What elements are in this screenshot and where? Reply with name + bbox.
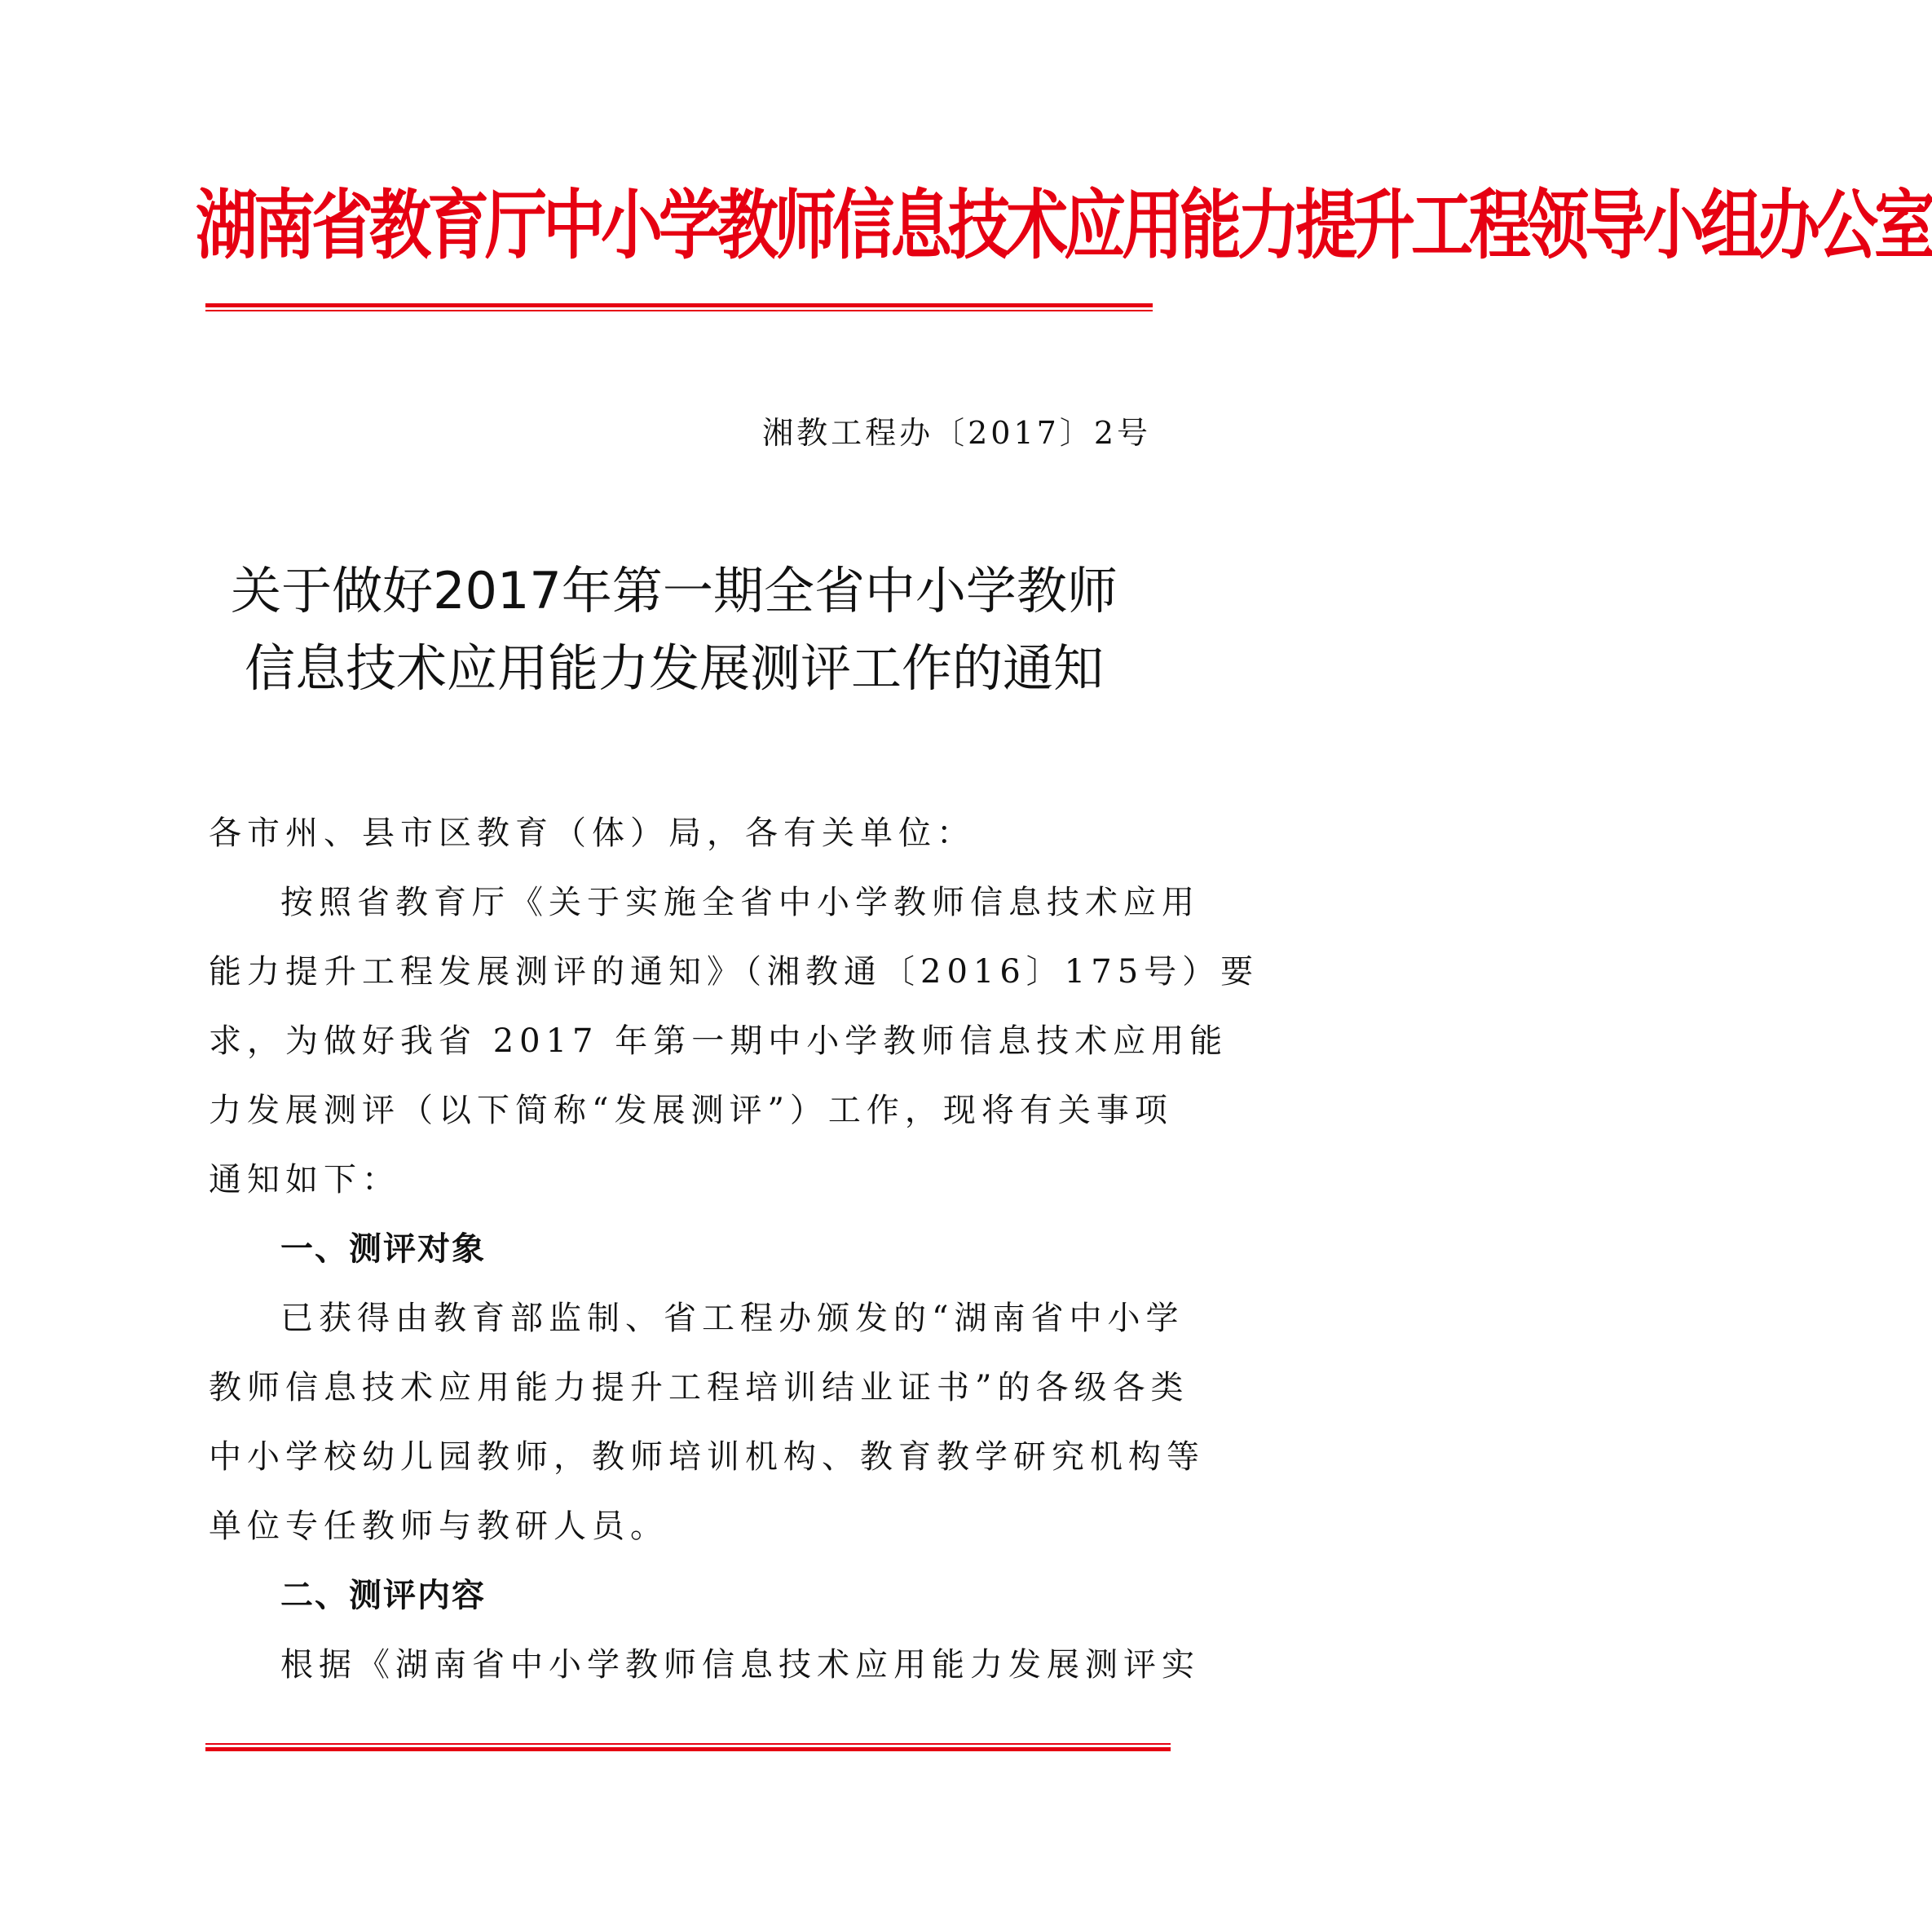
section-heading-1: 一、测评对象: [280, 1230, 486, 1268]
intro-line-3: 求，为做好我省 2017 年第一期中小学教师信息技术应用能: [209, 1022, 1228, 1060]
section-heading-2: 二、测评内容: [280, 1577, 486, 1614]
section1-line-2: 教师信息技术应用能力提升工程培训结业证书”的各级各类: [209, 1369, 1189, 1406]
header-rule-thick: [205, 303, 1153, 307]
document-title-line-1: 关于做好2017年第一期全省中小学教师: [231, 561, 1118, 620]
intro-line-2: 能力提升工程发展测评的通知》（湘教通〔2016〕175号）要: [209, 953, 1259, 991]
issuing-office-header: 湖南省教育厅中小学教师信息技术应用能力提升工程领导小组办公室: [196, 181, 1932, 270]
section1-line-1: 已获得由教育部监制、省工程办颁发的“湖南省中小学: [280, 1300, 1184, 1337]
salutation: 各市州、县市区教育（体）局，各有关单位：: [209, 814, 975, 852]
section2-line-1: 根据《湖南省中小学教师信息技术应用能力发展测评实: [280, 1646, 1200, 1684]
header-rule-thin: [205, 310, 1153, 311]
intro-line-5: 通知如下：: [209, 1161, 400, 1198]
section1-line-4: 单位专任教师与教研人员。: [209, 1508, 668, 1545]
document-number: 湘教工程办〔2017〕2号: [762, 415, 1151, 451]
intro-line-1: 按照省教育厅《关于实施全省中小学教师信息技术应用: [280, 884, 1200, 921]
section1-line-3: 中小学校幼儿园教师，教师培训机构、教育教学研究机构等: [209, 1438, 1205, 1476]
document-title-line-2: 信息技术应用能力发展测评工作的通知: [244, 638, 1104, 698]
footer-rule-thick: [205, 1747, 1171, 1751]
footer-rule-thin: [205, 1743, 1171, 1745]
intro-line-4: 力发展测评（以下简称“发展测评”）工作，现将有关事项: [209, 1092, 1173, 1129]
